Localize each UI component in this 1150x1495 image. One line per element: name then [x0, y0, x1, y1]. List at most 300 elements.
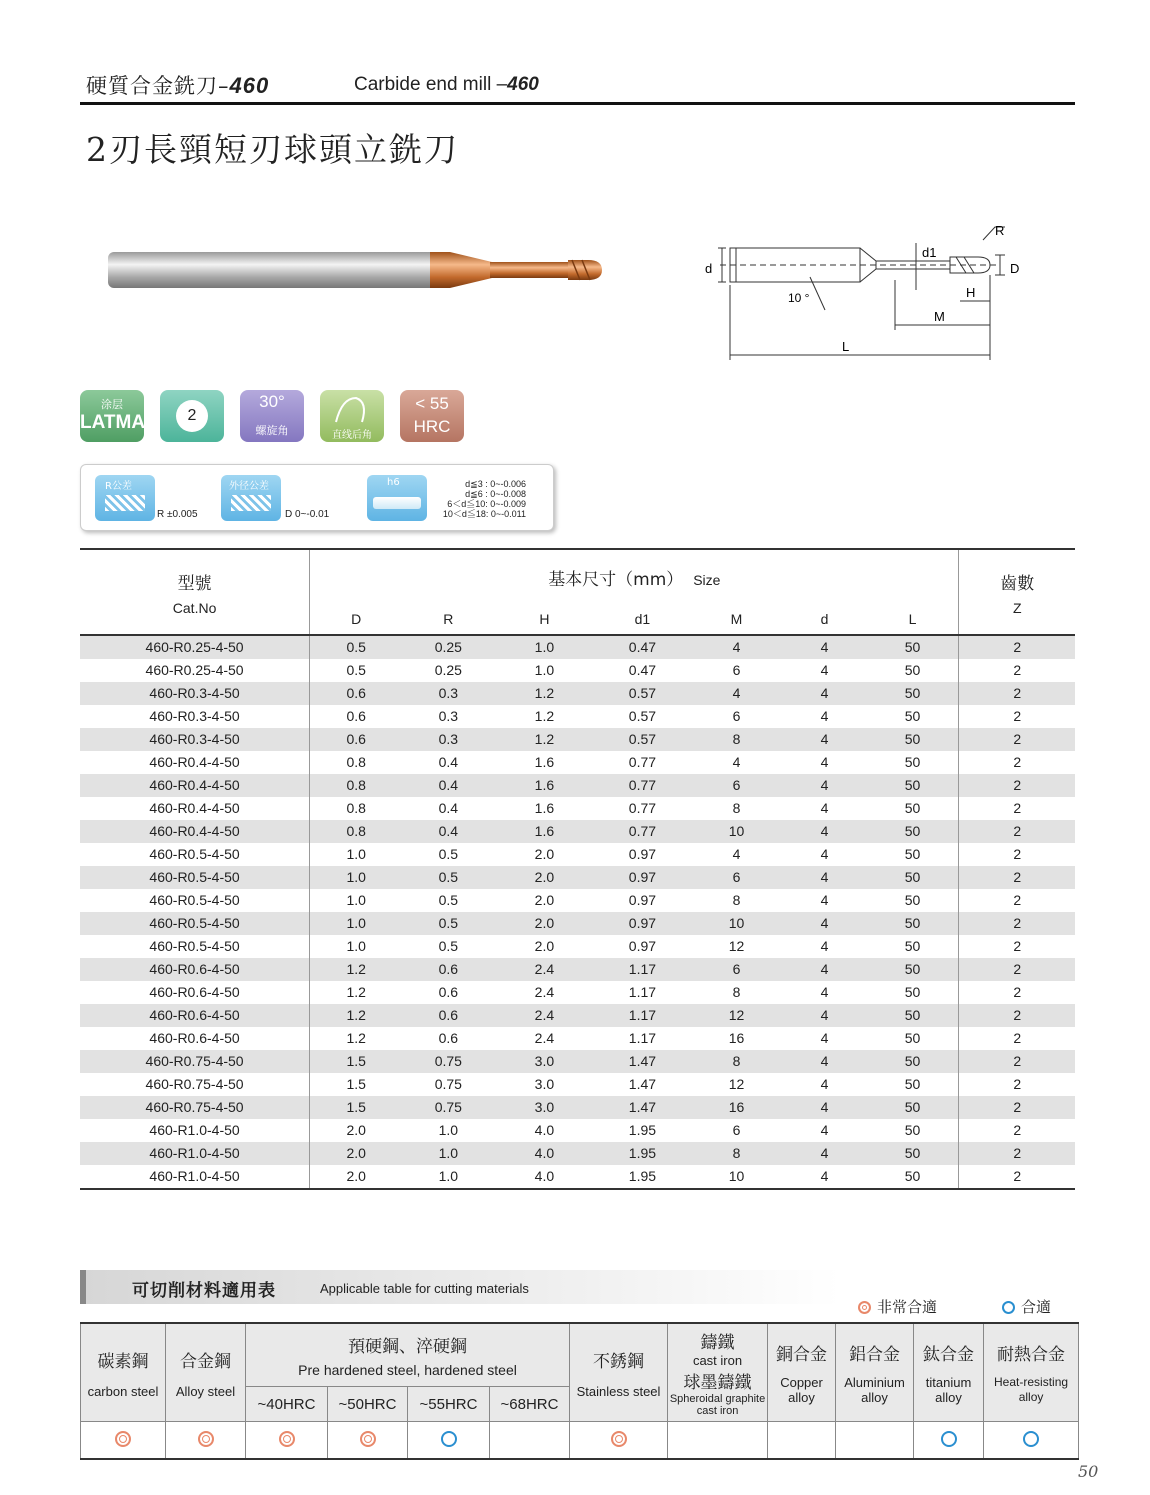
- suitability-cell: [166, 1422, 246, 1460]
- page-title: 2刃長頸短刃球頭立銑刀: [86, 130, 459, 169]
- relief-icon: [320, 392, 384, 426]
- ti-en: titanium alloy: [925, 1375, 972, 1405]
- drawing-label-d1: d1: [922, 245, 937, 260]
- legend-very-suitable: [858, 1296, 937, 1317]
- table-cell: 2.4: [534, 1030, 555, 1046]
- table-cell: 50: [867, 820, 959, 843]
- suitability-cell: [570, 1422, 668, 1460]
- drawing-label-angle: 10 °: [788, 291, 810, 305]
- table-cell: 1.47: [628, 1076, 657, 1092]
- mat-heat-resisting: [984, 1323, 1079, 1422]
- table-cell: 1.0: [310, 866, 403, 889]
- alloy-cn: 合金鋼: [180, 1351, 231, 1372]
- table-cell: 1.0: [310, 912, 403, 935]
- table-cell: 460-R0.6-4-50: [80, 1027, 310, 1050]
- drawing-label-H: H: [966, 285, 976, 300]
- very-suitable-icon: [198, 1431, 214, 1447]
- table-cell: 1.17: [594, 958, 690, 981]
- table-cell: 4: [782, 1165, 866, 1189]
- drawing-label-L: L: [842, 339, 850, 354]
- table-cell: 0.6: [310, 682, 403, 705]
- table-row: [80, 912, 1075, 935]
- table-cell: 1.0: [346, 938, 366, 954]
- table-cell: 6: [691, 958, 783, 981]
- header-model: 460: [229, 73, 270, 98]
- table-cell: 0.97: [628, 892, 657, 908]
- suitability-cell: [246, 1422, 328, 1460]
- very-suitable-icon: [360, 1431, 376, 1447]
- table-cell: 50: [867, 1119, 959, 1142]
- drawing-label-r: R: [995, 223, 1005, 238]
- copper-en: Copper alloy: [780, 1375, 823, 1405]
- table-cell: 1.47: [594, 1096, 690, 1119]
- table-cell: 1.95: [628, 1122, 657, 1138]
- table-cell: 50: [867, 981, 959, 1004]
- legend-suitable: [1002, 1296, 1051, 1317]
- table-cell: 4: [820, 938, 829, 954]
- hrc-40: ~40HRC: [246, 1387, 328, 1422]
- table-cell: 1.95: [594, 1165, 690, 1189]
- mat-copper: [768, 1323, 836, 1422]
- col-D: D: [310, 604, 403, 635]
- table-cell: 0.5: [402, 866, 494, 889]
- col-H: H: [494, 604, 594, 635]
- table-cell: 0.25: [402, 635, 494, 659]
- table-cell: 0.75: [402, 1096, 494, 1119]
- table-cell: 8: [691, 1142, 783, 1165]
- table-cell: 1.0: [402, 1165, 494, 1189]
- table-cell: 2: [959, 728, 1075, 751]
- table-cell: 0.77: [594, 820, 690, 843]
- table-cell: 1.47: [594, 1050, 690, 1073]
- table-cell: 460-R0.25-4-50: [80, 635, 310, 659]
- table-row: [80, 1004, 1075, 1027]
- table-row: [80, 1119, 1075, 1142]
- table-row: [80, 820, 1075, 843]
- table-cell: 6: [732, 708, 741, 724]
- table-cell: 3.0: [494, 1096, 594, 1119]
- table-row: [80, 1096, 1075, 1119]
- table-cell: 4: [691, 635, 783, 659]
- table-cell: 4: [820, 708, 829, 724]
- table-cell: 2.4: [534, 984, 555, 1000]
- mat-prehardened: [246, 1323, 570, 1387]
- table-cell: 2.0: [310, 1142, 403, 1165]
- suitability-cell: [81, 1422, 166, 1460]
- relief-label: 直线后角: [332, 430, 372, 441]
- shank: [108, 252, 438, 288]
- cat-no-cn: 型號: [177, 573, 212, 594]
- table-cell: 460-R0.4-4-50: [80, 820, 310, 843]
- table-cell: 50: [867, 866, 959, 889]
- materials-heading: [80, 1270, 840, 1304]
- table-cell: 1.2: [346, 1030, 366, 1046]
- helix-label: 螺旋角: [255, 424, 289, 437]
- table-cell: 1.2: [494, 728, 594, 751]
- table-cell: 16: [728, 1030, 745, 1046]
- col-d: d: [782, 604, 866, 635]
- materials-table: [80, 1322, 1079, 1460]
- table-row: [80, 889, 1075, 912]
- table-cell: 460-R0.3-4-50: [80, 682, 310, 705]
- coating-badge: [80, 390, 144, 442]
- r-tolerance-icon: [95, 475, 155, 521]
- table-cell: 1.5: [310, 1096, 403, 1119]
- suitable-icon: [441, 1431, 457, 1447]
- table-cell: 8: [691, 728, 783, 751]
- suitability-cell: [914, 1422, 984, 1460]
- table-cell: 50: [867, 1073, 959, 1096]
- table-row: [80, 728, 1075, 751]
- hardness-badge: [400, 390, 464, 442]
- table-cell: 2: [959, 820, 1075, 843]
- table-cell: 0.8: [310, 820, 403, 843]
- table-cell: 0.97: [594, 866, 690, 889]
- table-cell: 460-R0.5-4-50: [80, 866, 310, 889]
- table-cell: 4: [820, 1122, 829, 1138]
- ti-cn: 鈦合金: [923, 1345, 975, 1365]
- table-cell: 50: [867, 774, 959, 797]
- sg-cn: 球墨鑄鐵: [683, 1373, 752, 1393]
- table-cell: 1.0: [494, 635, 594, 659]
- h6-icon: [367, 475, 427, 521]
- drawing-label-M: M: [934, 309, 945, 324]
- table-cell: 2: [1013, 984, 1022, 1000]
- end-mill-photo: [100, 240, 610, 310]
- table-cell: 4: [782, 1096, 866, 1119]
- table-cell: 4: [782, 958, 866, 981]
- table-row: [80, 843, 1075, 866]
- header-cn-title: [86, 70, 269, 100]
- table-cell: 0.4: [438, 754, 459, 770]
- table-cell: 0.75: [434, 1076, 462, 1092]
- h6-label: h6: [387, 477, 400, 488]
- suitability-cell: [668, 1422, 768, 1460]
- shaft-icon: [373, 497, 421, 509]
- table-cell: 2.4: [494, 1004, 594, 1027]
- table-cell: 460-R0.4-4-50: [80, 774, 310, 797]
- table-cell: 460-R0.5-4-50: [80, 912, 310, 935]
- suitability-cell: [768, 1422, 836, 1460]
- hrc-50: ~50HRC: [328, 1387, 408, 1422]
- very-suitable-icon: [611, 1431, 627, 1447]
- table-cell: 1.0: [402, 1142, 494, 1165]
- header-en-model: 460: [507, 74, 539, 95]
- suitable-icon: [1023, 1431, 1039, 1447]
- table-cell: 12: [728, 938, 745, 954]
- table-cell: 50: [867, 797, 959, 820]
- table-cell: 50: [867, 1096, 959, 1119]
- carbon-en: carbon steel: [87, 1383, 159, 1399]
- table-cell: 50: [867, 889, 959, 912]
- table-row: [80, 751, 1075, 774]
- table-row: [80, 659, 1075, 682]
- table-cell: 460-R0.6-4-50: [80, 981, 310, 1004]
- table-cell: 0.47: [594, 635, 690, 659]
- h6-line: 10＜d≦18: 0~-0.011: [442, 509, 526, 519]
- size-header: [310, 549, 959, 604]
- hardness-top: < 55: [415, 394, 449, 413]
- table-cell: 2: [959, 958, 1075, 981]
- table-cell: 4: [820, 984, 829, 1000]
- h6-line: d≦3 : 0~-0.006: [465, 479, 526, 489]
- table-cell: 50: [867, 705, 959, 728]
- table-cell: 0.6: [438, 984, 459, 1000]
- table-cell: 4: [820, 662, 829, 678]
- table-cell: 2.0: [346, 1122, 366, 1138]
- table-cell: 2.0: [494, 912, 594, 935]
- legend-ok-text: 合適: [1021, 1298, 1052, 1316]
- table-cell: 2: [1013, 708, 1022, 724]
- spec-table: [80, 548, 1075, 1190]
- table-cell: 2: [1013, 800, 1022, 816]
- header-en-text: Carbide end mill –: [354, 74, 508, 95]
- legend-very-text: 非常合適: [877, 1298, 938, 1316]
- teeth-header: [959, 549, 1075, 635]
- page-number: 50: [1078, 1462, 1099, 1481]
- table-cell: 4: [782, 1142, 866, 1165]
- hardness-bottom: HRC: [413, 417, 451, 436]
- coating-value: LATMA: [80, 412, 146, 433]
- materials-heading-en: Applicable table for cutting materials: [320, 1281, 529, 1296]
- r-tolerance-label: R公差: [105, 481, 132, 492]
- header-dash: –: [218, 74, 230, 98]
- d-tolerance-label: 外径公差: [229, 481, 269, 492]
- table-cell: 50: [867, 912, 959, 935]
- table-cell: 1.6: [494, 820, 594, 843]
- table-row: [80, 1073, 1075, 1096]
- suitability-cell: [836, 1422, 914, 1460]
- table-cell: 460-R0.75-4-50: [80, 1096, 310, 1119]
- table-row: [80, 797, 1075, 820]
- mat-aluminium: [836, 1323, 914, 1422]
- table-row: [80, 981, 1075, 1004]
- table-cell: 2.0: [534, 846, 555, 862]
- cast-cn: 鑄鐵: [700, 1333, 735, 1353]
- suitable-icon: [941, 1431, 957, 1447]
- alu-en: Aluminium alloy: [844, 1375, 905, 1405]
- table-cell: 0.75: [402, 1050, 494, 1073]
- table-row: [80, 1027, 1075, 1050]
- table-cell: 2.0: [534, 892, 555, 908]
- table-cell: 0.57: [594, 728, 690, 751]
- stainless-cn: 不銹鋼: [593, 1351, 645, 1372]
- table-cell: 10: [691, 820, 783, 843]
- table-cell: 4: [782, 774, 866, 797]
- table-cell: 2.4: [494, 958, 594, 981]
- table-cell: 0.5: [438, 892, 459, 908]
- table-cell: 8: [732, 892, 741, 908]
- h6-values: [426, 479, 526, 519]
- table-row: [80, 958, 1075, 981]
- cat-no-en: Cat.No: [172, 599, 217, 616]
- cat-no-header: [80, 549, 310, 635]
- table-cell: 50: [867, 728, 959, 751]
- table-cell: 1.0: [534, 662, 555, 678]
- table-cell: 4: [820, 892, 829, 908]
- table-cell: 12: [691, 1004, 783, 1027]
- table-cell: 2: [1013, 1122, 1022, 1138]
- table-cell: 0.97: [594, 912, 690, 935]
- table-cell: 50: [867, 958, 959, 981]
- table-cell: 460-R0.3-4-50: [80, 705, 310, 728]
- neck: [490, 262, 570, 278]
- table-cell: 460-R0.5-4-50: [80, 889, 310, 912]
- mat-stainless: [570, 1323, 668, 1422]
- heading-marker: [80, 1270, 86, 1304]
- table-cell: 460-R0.5-4-50: [80, 935, 310, 958]
- table-cell: 0.8: [346, 800, 366, 816]
- orange-circle-icon: [858, 1301, 871, 1314]
- table-cell: 0.5: [438, 846, 459, 862]
- table-cell: 2: [959, 1096, 1075, 1119]
- table-cell: 0.8: [346, 754, 366, 770]
- table-cell: 4: [732, 754, 741, 770]
- catalog-header: [86, 70, 1074, 102]
- table-cell: 0.77: [628, 754, 657, 770]
- table-cell: 4.0: [494, 1165, 594, 1189]
- table-cell: 4: [782, 866, 866, 889]
- drawing-label-D: D: [1010, 261, 1020, 276]
- table-cell: 1.0: [346, 892, 366, 908]
- table-cell: 4: [820, 800, 829, 816]
- col-M: M: [691, 604, 783, 635]
- table-cell: 1.2: [310, 958, 403, 981]
- table-cell: 3.0: [494, 1050, 594, 1073]
- table-cell: 460-R0.4-4-50: [80, 797, 310, 820]
- table-cell: 2.0: [310, 1165, 403, 1189]
- table-cell: 460-R0.75-4-50: [80, 1073, 310, 1096]
- drawing-label-d: d: [705, 261, 713, 276]
- heat-cn: 耐熱合金: [997, 1345, 1066, 1365]
- table-cell: 2: [1013, 754, 1022, 770]
- table-row: [80, 682, 1075, 705]
- sg-en: Spheroidal graphite cast iron: [669, 1393, 766, 1417]
- table-cell: 0.97: [628, 938, 657, 954]
- table-cell: 2: [959, 1050, 1075, 1073]
- table-cell: 10: [691, 912, 783, 935]
- suitability-cell: [408, 1422, 490, 1460]
- size-cn: 基本尺寸（mm）: [548, 569, 684, 590]
- table-cell: 1.5: [310, 1050, 403, 1073]
- table-cell: 4: [820, 754, 829, 770]
- table-cell: 1.2: [534, 708, 555, 724]
- table-cell: 4: [820, 1076, 829, 1092]
- hatch-icon: [231, 495, 271, 511]
- table-cell: 50: [867, 1165, 959, 1189]
- table-cell: 0.8: [310, 774, 403, 797]
- table-cell: 1.6: [534, 800, 555, 816]
- table-cell: 0.3: [402, 728, 494, 751]
- table-cell: 50: [867, 635, 959, 659]
- materials-heading-cn: 可切削材料適用表: [132, 1281, 276, 1301]
- table-cell: 0.77: [594, 774, 690, 797]
- dimension-drawing: [700, 215, 1040, 375]
- table-cell: 2: [1013, 846, 1022, 862]
- table-cell: 0.97: [628, 846, 657, 862]
- table-cell: 0.6: [402, 1004, 494, 1027]
- table-row: [80, 774, 1075, 797]
- table-cell: 2: [1013, 892, 1022, 908]
- table-cell: 50: [867, 751, 959, 774]
- flute-badge: [160, 390, 224, 442]
- spec-table-body: [80, 635, 1075, 1189]
- mat-cast-iron: [668, 1323, 768, 1422]
- mat-titanium: [914, 1323, 984, 1422]
- table-cell: 4.0: [534, 1122, 555, 1138]
- very-suitable-icon: [279, 1431, 295, 1447]
- table-cell: 1.5: [346, 1076, 366, 1092]
- table-cell: 2: [959, 635, 1075, 659]
- table-row: [80, 1050, 1075, 1073]
- table-cell: 50: [867, 659, 959, 682]
- flute-count: 2: [176, 400, 208, 432]
- pre-cn: 預硬鋼、淬硬鋼: [348, 1337, 468, 1357]
- table-cell: 6: [732, 662, 741, 678]
- table-cell: 460-R0.4-4-50: [80, 751, 310, 774]
- table-cell: 4: [820, 846, 829, 862]
- helix-badge: [240, 390, 304, 442]
- table-cell: 0.5: [310, 635, 403, 659]
- d-tolerance-value: D 0~-0.01: [285, 509, 330, 520]
- table-cell: 1.95: [594, 1142, 690, 1165]
- table-cell: 0.5: [346, 662, 366, 678]
- carbon-cn: 碳素鋼: [97, 1351, 149, 1372]
- table-cell: 0.5: [402, 912, 494, 935]
- table-cell: 2: [1013, 662, 1022, 678]
- table-cell: 6: [732, 1122, 741, 1138]
- table-cell: 1.0: [438, 1122, 459, 1138]
- neck-taper: [430, 252, 492, 288]
- table-cell: 2: [959, 1165, 1075, 1189]
- table-cell: 460-R0.3-4-50: [80, 728, 310, 751]
- table-row: [80, 1142, 1075, 1165]
- table-cell: 2: [1013, 1030, 1022, 1046]
- table-cell: 2: [959, 1142, 1075, 1165]
- table-cell: 2: [959, 866, 1075, 889]
- table-cell: 10: [691, 1165, 783, 1189]
- table-cell: 50: [867, 1027, 959, 1050]
- heat-en: Heat-resisting alloy: [994, 1375, 1069, 1404]
- table-cell: 4: [732, 846, 741, 862]
- copper-cn: 銅合金: [776, 1345, 828, 1365]
- h6-line: d≦6 : 0~-0.008: [465, 489, 526, 499]
- table-cell: 0.6: [438, 1030, 459, 1046]
- table-row: [80, 705, 1075, 728]
- table-row: [80, 866, 1075, 889]
- table-cell: 460-R0.75-4-50: [80, 1050, 310, 1073]
- coating-label: 涂层: [101, 398, 123, 411]
- table-cell: 50: [867, 1004, 959, 1027]
- table-cell: 0.3: [402, 682, 494, 705]
- table-cell: 50: [867, 1142, 959, 1165]
- table-cell: 6: [691, 774, 783, 797]
- table-cell: 2: [959, 1004, 1075, 1027]
- table-cell: 8: [732, 800, 741, 816]
- table-cell: 2: [959, 682, 1075, 705]
- table-cell: 0.77: [628, 800, 657, 816]
- table-cell: 16: [691, 1096, 783, 1119]
- table-row: [80, 935, 1075, 958]
- table-cell: 4: [820, 1030, 829, 1046]
- stainless-en: Stainless steel: [576, 1383, 661, 1399]
- table-row: [80, 1165, 1075, 1189]
- col-d1: d1: [594, 604, 690, 635]
- table-cell: 4: [782, 682, 866, 705]
- table-cell: 50: [867, 843, 959, 866]
- table-cell: 1.6: [534, 754, 555, 770]
- table-cell: 8: [691, 1050, 783, 1073]
